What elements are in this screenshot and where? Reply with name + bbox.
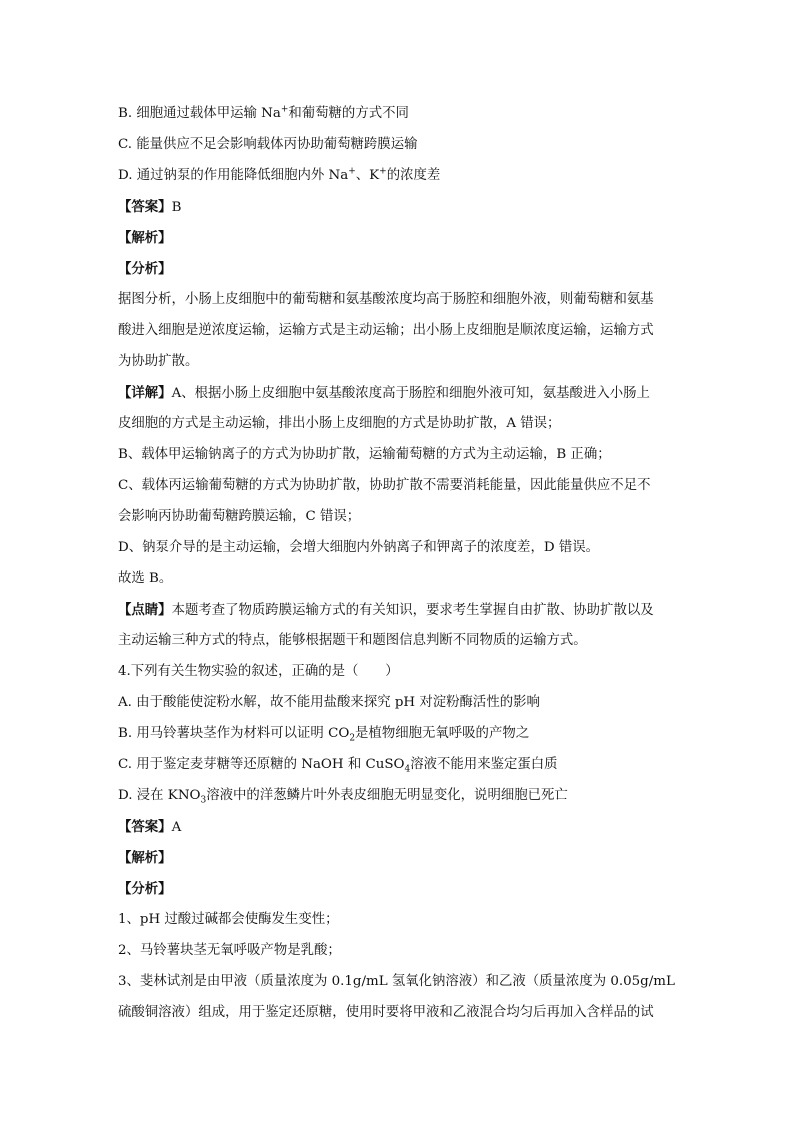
q4-option-b: B. 用马铃薯块茎作为材料可以证明 $CO_2$是植物细胞无氧呼吸的产物之 xyxy=(118,726,530,744)
q4-jiexi-heading: 【解析】 xyxy=(118,850,172,866)
q3-conclusion: 故选 B。 xyxy=(118,571,173,586)
q4-point-1: 1、pH 过酸过碱都会使酶发生变性； xyxy=(118,912,339,927)
q3-detail-d: D、钠泵介导的是主动运输，会增大细胞内外钠离子和钾离子的浓度差，D 错误。 xyxy=(118,540,600,555)
q3-detail-a-line-1: 【详解】A、根据小肠上皮细胞中氨基酸浓度高于肠腔和细胞外液可知，氨基酸进入小肠上 xyxy=(118,385,650,401)
q4-option-a: A. 由于酸能使淀粉水解，故不能用盐酸来探究 pH 对淀粉酶活性的影响 xyxy=(118,695,540,710)
q3-detail-c-line-1: C、载体丙运输葡萄糖的方式为协助扩散，协助扩散不需要消耗能量，因此能量供应不足不 xyxy=(118,478,651,493)
q3-analysis-line-3: 为协助扩散。 xyxy=(118,354,199,369)
q3-jiexi-heading: 【解析】 xyxy=(118,230,172,246)
q4-answer: 【答案】A xyxy=(118,819,182,835)
q3-detail-c-line-2: 会影响丙协助葡萄糖跨膜运输，C 错误； xyxy=(118,509,361,524)
q3-option-b: B. 细胞通过载体甲运输 Na+和葡萄糖的方式不同 xyxy=(118,104,409,121)
q3-detail-b: B、载体甲运输钠离子的方式为协助扩散，运输葡萄糖的方式为主动运输，B 正确； xyxy=(118,447,611,462)
q3-dianjing-line-2: 主动运输三种方式的特点，能够根据题干和题图信息判断不同物质的运输方式。 xyxy=(118,633,587,648)
q3-analysis-line-2: 酸进入细胞是逆浓度运输，运输方式是主动运输；出小肠上皮细胞是顺浓度运输，运输方式 xyxy=(118,323,654,338)
q4-point-3-line-2: 硫酸铜溶液）组成，用于鉴定还原糖，使用时要将甲液和乙液混合均匀后再加入含样品的试 xyxy=(118,1005,654,1020)
q4-stem: 4.下列有关生物实验的叙述，正确的是（ ） xyxy=(118,664,399,679)
q3-detail-a-line-2: 皮细胞的方式是主动运输，排出小肠上皮细胞的方式是协助扩散，A 错误； xyxy=(118,416,561,431)
q3-option-d: D. 通过钠泵的作用能降低细胞内外 Na+、K+的浓度差 xyxy=(118,166,441,183)
q3-analysis-line-1: 据图分析，小肠上皮细胞中的葡萄糖和氨基酸浓度均高于肠腔和细胞外液，则葡萄糖和氨基 xyxy=(118,292,654,307)
q4-point-2: 2、马铃薯块茎无氧呼吸产物是乳酸； xyxy=(118,943,341,958)
q4-point-3-line-1: 3、斐林试剂是由甲液（质量浓度为 0.1g/mL 氢氧化钠溶液）和乙液（质量浓度为 0.05g/mL xyxy=(118,974,675,989)
q4-fenxi-heading: 【分析】 xyxy=(118,881,172,897)
q4-option-c: C. 用于鉴定麦芽糖等还原糖的 NaOH 和 CuSO$_4$溶液不能用来鉴定蛋白质 xyxy=(118,757,558,775)
q3-fenxi-heading: 【分析】 xyxy=(118,261,172,277)
q3-answer: 【答案】B xyxy=(118,199,182,215)
q3-dianjing-line-1: 【点睛】本题考查了物质跨膜运输方式的有关知识，要求考生掌握自由扩散、协助扩散以及 xyxy=(118,602,654,618)
q4-option-d: D. 浸在 $KNO_3$溶液中的洋葱鳞片叶外表皮细胞无明显变化，说明细胞已死亡 xyxy=(118,788,568,806)
q3-option-c: C. 能量供应不足会影响载体丙协助葡萄糖跨膜运输 xyxy=(118,137,418,152)
